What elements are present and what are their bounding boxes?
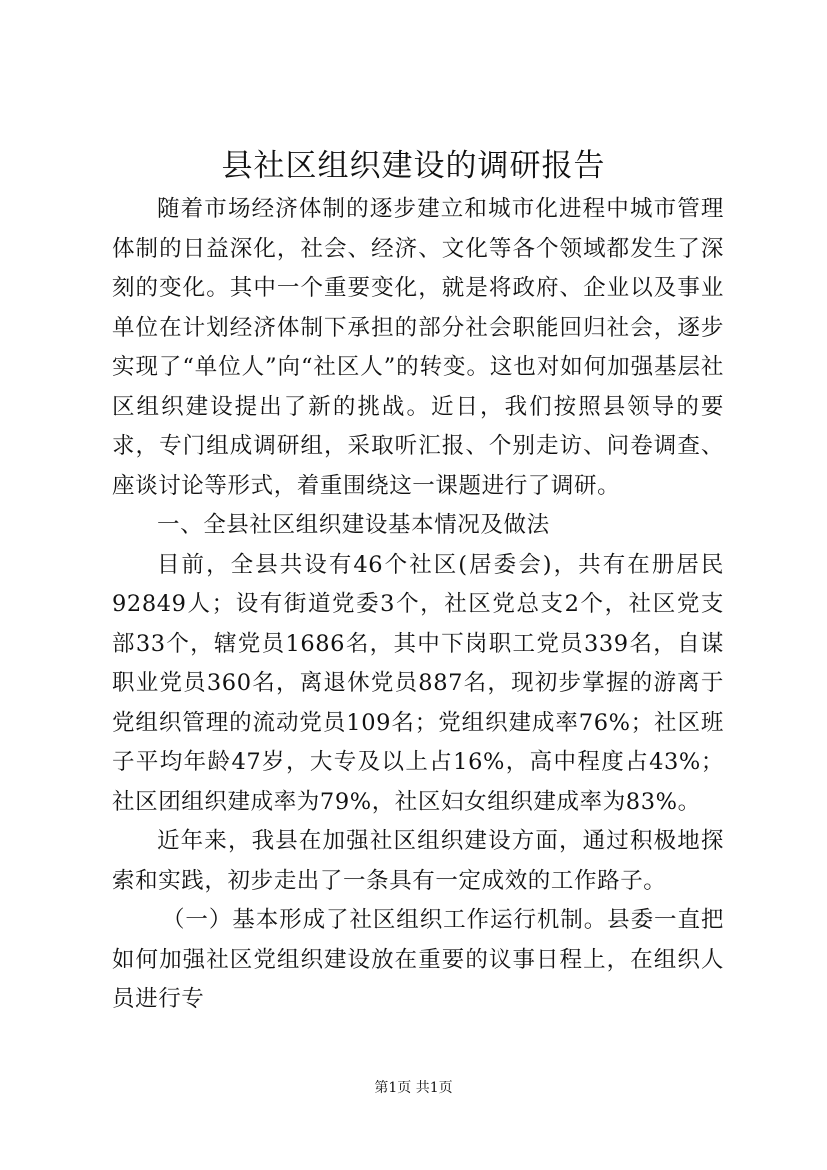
document-body [112,190,724,1020]
paragraph-intro: 随着市场经济体制的逐步建立和城市化进程中城市管理体制的日益深化，社会、经济、文化等各个领域都发生了深刻的变化。其中一个重要变化，就是将政府、企业以及事业单位在计划经济体制下承担的部分社会职能回归社会，逐步实现了“单位人”向“社区人”的转变。这也对如何加强基层社区组织建设提出了新的挑战。近日，我们按照县领导的要求，专门组成调研组，采取听汇报、个别走访、问卷调查、座谈讨论等形式，着重围绕这一课题进行了调研。 [112,196,724,499]
paragraph-subsection-one: （一）基本形成了社区组织工作运行机制。县委一直把如何加强社区党组织建设放在重要的议事日程上，在组织人员进行专 [112,907,724,1012]
page-footer: 第1页 共1页 [374,1080,453,1096]
section-heading: 一、全县社区组织建设基本情况及做法 [157,512,550,538]
document-title: 县社区组织建设的调研报告 [221,148,606,184]
paragraph-statistics: 目前，全县共设有46个社区(居委会)，共有在册居民92849人；设有街道党委3个，社区党总支2个，社区党支部33个，辖党员1686名，其中下岗职工党员339名，自谋职业党员360名，离退休党员887名，现初步掌握的游离于党组织管理的流动党员109名；党组织建成率76%；社区班子平均年龄47岁，大专及以上占16%，高中程度占43%；社区团组织建成率为79%，社区妇女组织建成率为83%。 [112,551,724,815]
paragraph-recent-years: 近年来，我县在加强社区组织建设方面，通过积极地探索和实践，初步走出了一条具有一定成效的工作路子。 [112,828,724,894]
